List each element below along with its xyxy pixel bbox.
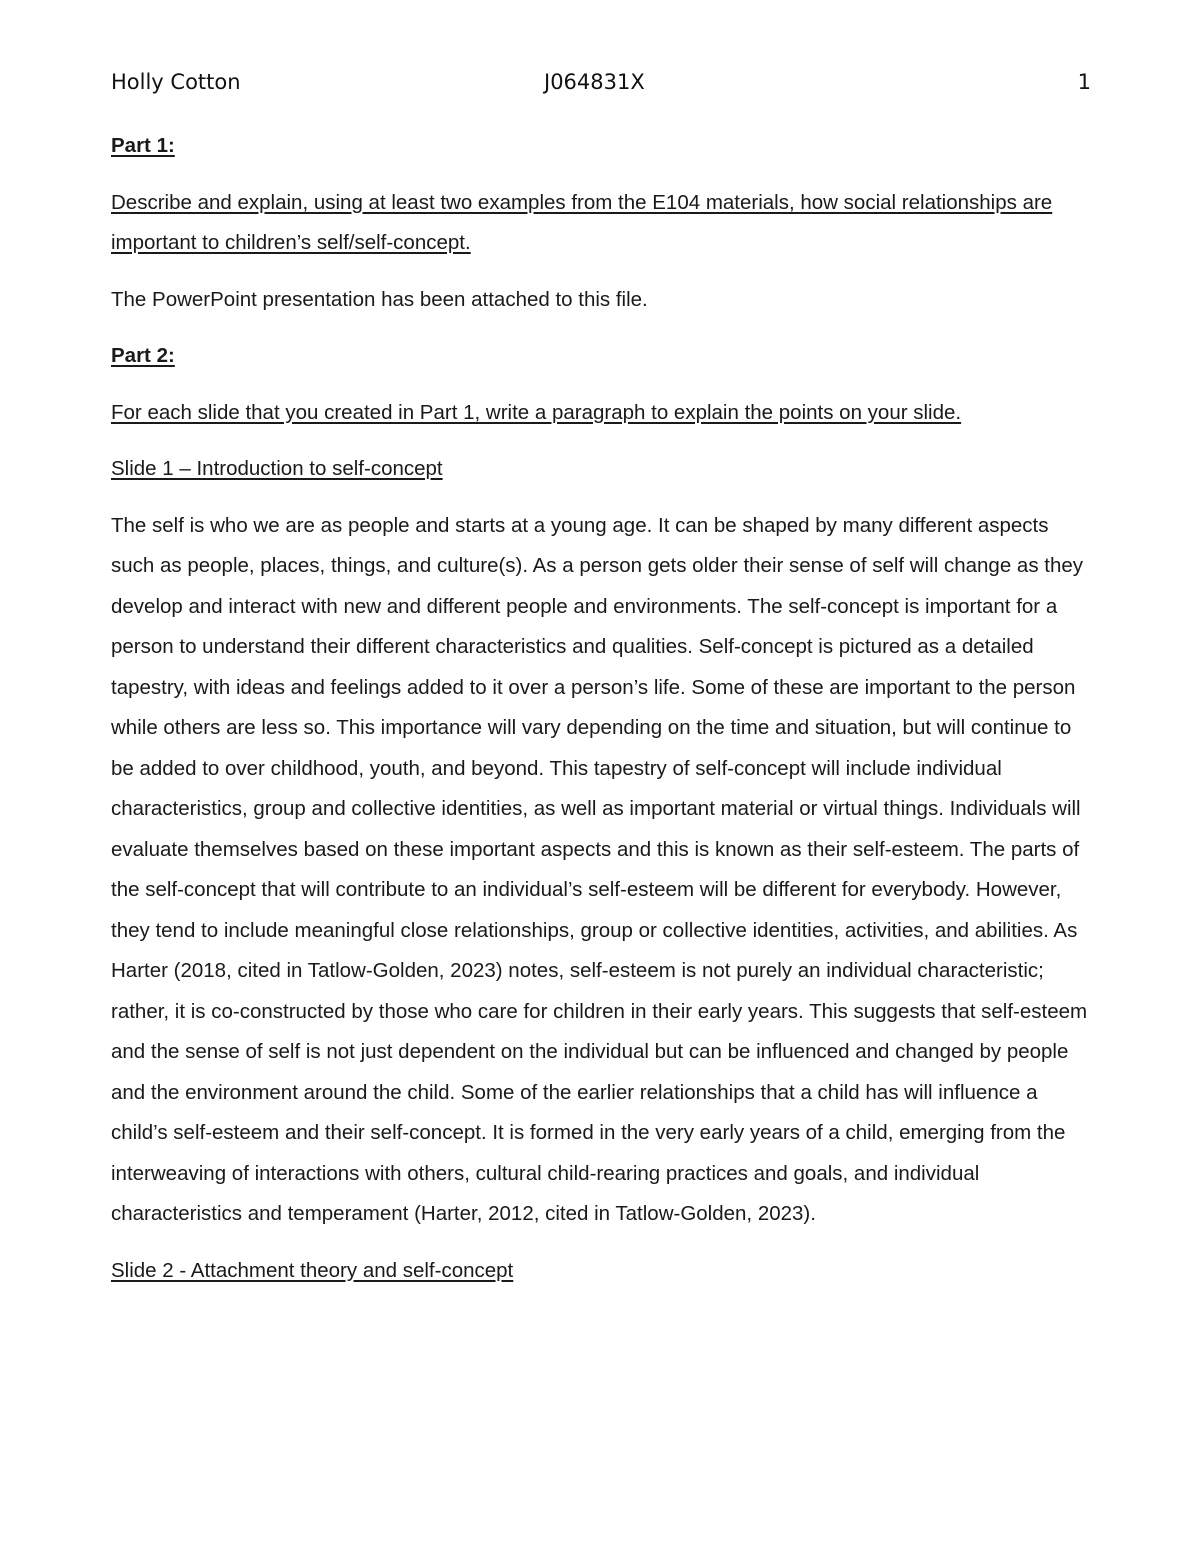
slide1-heading: Slide 1 – Introduction to self-concept	[111, 457, 443, 480]
part2-heading: Part 2:	[111, 344, 175, 367]
page-header	[111, 70, 1091, 104]
document-body	[111, 126, 1091, 1307]
student-id: J064831X	[544, 70, 645, 94]
slide1-body: The self is who we are as people and starts at a young age. It can be shaped by many different aspects such as people, places, things, and culture(s). As a person gets older their sense of self will change as they develop and interact with new and different people and environments. The self-concept is important for a person to understand their different characteristics and qualities. Self-concept is pictured as a detailed tapestry, with ideas and feelings added to it over a person’s life. Some of these are important to the person while others are less so. This importance will vary depending on the time and situation, but will continue to be added to over childhood, youth, and beyond. This tapestry of self-concept will include individual characteristics, group and collective identities, as well as important material or virtual things. Individuals will evaluate themselves based on these important aspects and this is known as their self-esteem. The parts of the self-concept that will contribute to an individual’s self-esteem will be different for everybody. However, they tend to include meaningful close relationships, group or collective identities, activities, and abilities. As Harter (2018, cited in Tatlow-Golden, 2023) notes, self-esteem is not purely an individual characteristic; rather, it is co-constructed by those who care for children in their early years. This suggests that self-esteem and the sense of self is not just dependent on the individual but can be influenced and changed by people and the environment around the child. Some of the earlier relationships that a child has will influence a child’s self-esteem and their self-concept. It is formed in the very early years of a child, emerging from the interweaving of interactions with others, cultural child-rearing practices and goals, and individual characteristics and temperament (Harter, 2012, cited in Tatlow-Golden, 2023).	[111, 513, 1088, 1225]
slide2-heading: Slide 2 - Attachment theory and self-concept	[111, 1258, 514, 1282]
part1-heading: Part 1:	[111, 134, 175, 157]
part1-note: The PowerPoint presentation has been attached to this file.	[111, 287, 648, 311]
part2-task: For each slide that you created in Part 1, write a paragraph to explain the points on your slide.	[111, 400, 962, 424]
author-name: Holly Cotton	[111, 70, 241, 94]
page-number: 1	[1077, 70, 1091, 94]
part1-task: Describe and explain, using at least two examples from the E104 materials, how social relationships are important to children’s self/self-concept.	[111, 190, 1053, 254]
